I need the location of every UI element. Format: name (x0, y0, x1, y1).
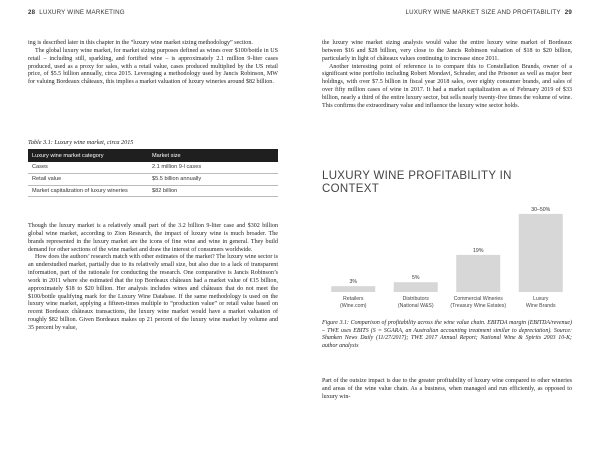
left-page-number: 28 (28, 9, 36, 16)
data-label: 3% (349, 279, 357, 286)
left-bottom-text (28, 223, 278, 333)
left-top-text (28, 40, 278, 87)
right-paragraph-3: Part of the outsize impact is due to the greater profitability of luxury wine compared to other wineries and areas of the wine value chain. As a business, when managed and run efficiently, as opposed to luxury win- (322, 378, 572, 400)
figure-caption: Figure 3.1: Comparison of profitability across the wine value chain. EBITDA margin (EBITDA/revenue) – TWE uses EBITS (S = SGARA, an Australian accounting treatment similar to depreciation). Source: Shanken News Daily (11/27/2017); TWE 2017 Annual Report; National Wine & Spirits 2003 10-K; author analysis (322, 320, 572, 349)
table-row (28, 185, 278, 197)
right-paragraph-1: the luxury wine market sizing analysis would value the entire luxury wine market of Bordeaux between $16 and $28 billion, very close to the Jancis Robinson valuation of $18 to $20 billion, particularly in light of châteaux values continuing to increase since 2011. (322, 40, 572, 62)
data-label: 30–50% (531, 206, 551, 213)
left-paragraph-2: The global luxury wine market, for market sizing purposes defined as wines over $100/bottle in US retail – including still, sparkling, and fortified wine – is approximately 2.1 million 9-liter cases produced, used as a proxy for sales, with a retail value, cases produced multiplied by the US retail price, of $5.5 billion annually, circa 2015. Leveraging a methodology used by Jancis Robinson, MW for valuing Bordeaux châteaux, this implies a market valuation of luxury wineries around $82 billion. (28, 47, 278, 86)
tick-label: (National W&S) (397, 303, 434, 309)
tick-label: Commercial Wineries (453, 296, 503, 302)
tick-label: Distributors (402, 296, 429, 302)
tick-label: (Wine.com) (339, 303, 367, 309)
bar (456, 255, 500, 292)
table-cell: 2.1 million 9-l cases (148, 162, 278, 173)
left-paragraph-1: ing is described later in this chapter in the “luxury wine market sizing methodology” section. (28, 40, 253, 46)
bar (519, 214, 563, 292)
tick-label: Luxury (532, 296, 549, 302)
right-running-head (322, 9, 572, 21)
table-row (28, 162, 278, 173)
left-running-head (28, 9, 278, 21)
left-paragraph-4: How does the authors’ research match with other estimates of the market? The luxury wine sector is an understudied market, partially due to its relatively small size, but also due to a lack of transparent information, part of the rationale for conducting the research. One comparative is Jancis Robinson’s work in 2011 where she estimated that the top Bordeaux châteaux had a market value of €15 billion, approximately $18 to $20 billion. Her analysis includes wines and châteaux that do not meet the $100/bottle qualifying mark for the Luxury Wine Database. If the same methodology is used on the luxury wine market, applying a fifteen-times multiple to “production value” or retail value based on recent Bordeaux châteaux transactions, the luxury wine market would have a market valuation of roughly $82 billion. Given Bordeaux makes up 21 percent of the luxury wine market by volume and 35 percent by value, (28, 254, 278, 331)
table-cell: Cases (28, 162, 148, 173)
right-bottom-text (322, 378, 572, 402)
tick-label: Retailers (343, 296, 364, 302)
table-cell: $5.5 billion annually (148, 173, 278, 185)
chart-title: LUXURY WINE PROFITABILITY IN CONTEXT (322, 170, 512, 195)
left-page (28, 0, 278, 450)
bar (331, 286, 375, 292)
table-cell: Market capitalization of luxury wineries (28, 185, 148, 197)
table-row (28, 173, 278, 185)
tick-label: Wine Brands (525, 303, 556, 309)
data-label: 19% (473, 247, 484, 254)
table-header-category: Luxury wine market category (28, 149, 148, 162)
profitability-bar-chart (322, 200, 572, 312)
table-header-row (28, 149, 278, 162)
table-cell: $82 billion (148, 185, 278, 197)
data-label: 5% (412, 275, 420, 282)
bar (394, 282, 438, 292)
right-page (322, 0, 572, 450)
right-page-number: 29 (564, 9, 572, 16)
right-running-head-title: LUXURY WINE MARKET SIZE AND PROFITABILITY (405, 9, 561, 16)
left-paragraph-3: Though the luxury market is a relatively small part of the 3.2 billion 9-liter case and $302 billion global wine market, according to Zion Research, the impact of luxury wine is much broader. The brands represented in the luxury market are the icons of fine wine and wine in general. They build demand for other sections of the wine market and draw the interest of consumers worldwide. (28, 223, 278, 253)
right-top-text (322, 40, 572, 111)
table-caption: Table 3.1: Luxury wine market, circa 2015 (28, 139, 134, 146)
right-paragraph-2: Another interesting point of reference is to compare this to Constellation Brands, owner of a significant wine portfolio including Robert Mondavi, Schrader, and the Prisoner as well as major beer holdings, with over $7.5 billion in fiscal year 2018 sales, over eighty consumer brands, and sales of over fifty million cases of wine in 2017. It had a market capitalization as of February 2019 of $33 billion, nearly a third of the entire luxury sector, but sells nearly twenty-five times the volume of wine. This confirms the extraordinary value and influence the luxury wine sector holds. (322, 63, 572, 109)
left-running-head-title: LUXURY WINE MARKETING (39, 9, 125, 16)
tick-label: (Treasury Wine Estates) (450, 303, 507, 309)
luxury-market-table (28, 149, 278, 197)
table-cell: Retail value (28, 173, 148, 185)
table-header-size: Market size (148, 149, 278, 162)
